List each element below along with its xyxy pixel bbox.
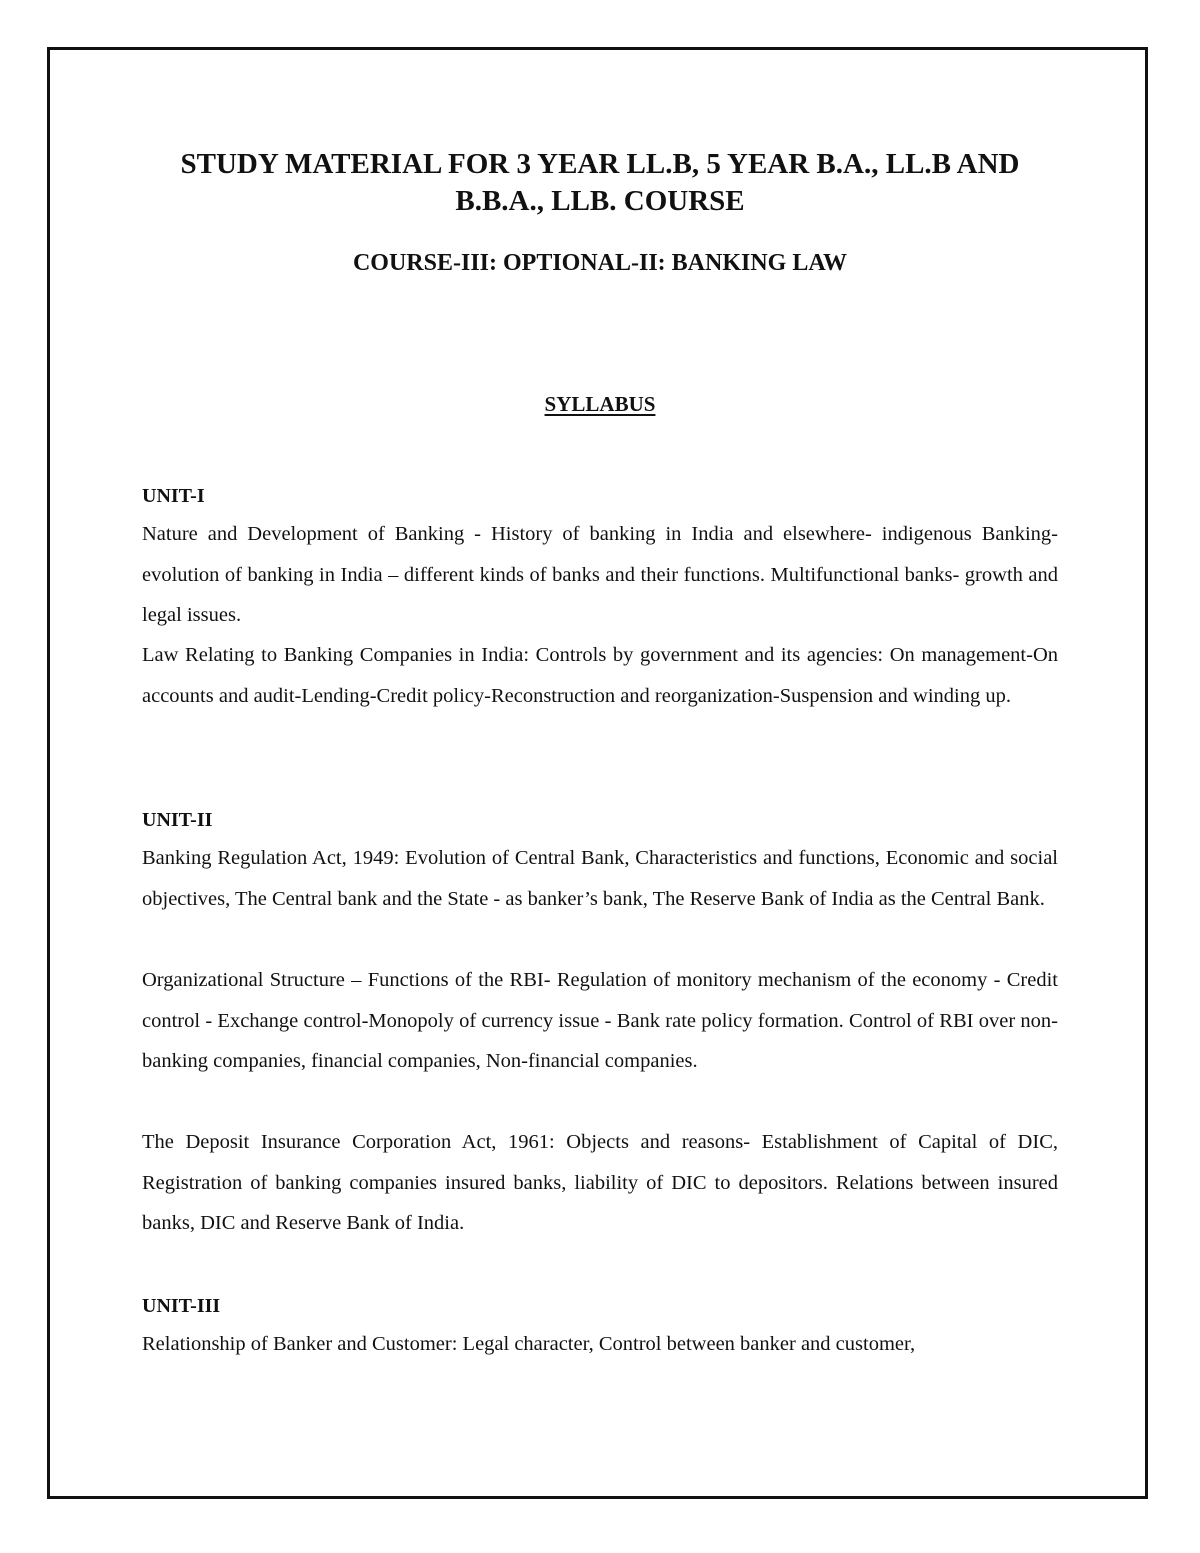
document-title — [100, 146, 1100, 220]
unit-heading-2: UNIT-II — [142, 809, 213, 831]
unit-2-paragraph-1: Banking Regulation Act, 1949: Evolution of Central Bank, Characteristics and functions, Economic and social objectives, The Central bank and the State - as banker’s bank, The Reserve Bank of India as the Central Bank. — [142, 847, 1058, 910]
syllabus-heading-text: SYLLABUS — [544, 392, 656, 416]
unit-3-paragraph-1: Relationship of Banker and Customer: Legal character, Control between banker and customer, — [142, 1333, 916, 1355]
document-title-line-2: B.B.A., LLB. COURSE — [455, 185, 745, 217]
unit-heading-1: UNIT-I — [142, 485, 205, 507]
unit-2-paragraph-3: The Deposit Insurance Corporation Act, 1961: Objects and reasons- Establishment of Capital of DIC, Registration of banking companies insured banks, liability of DIC to depositors. Relations between insured banks, DIC and Reserve Bank of India. — [142, 1131, 1058, 1234]
unit-1-paragraph-1: Nature and Development of Banking - History of banking in India and elsewhere- indigenous Banking-evolution of banking in India – different kinds of banks and their functions. Multifunctional banks- growth and legal issues. — [142, 523, 1058, 626]
course-title: COURSE-III: OPTIONAL-II: BANKING LAW — [352, 250, 848, 276]
syllabus-heading — [100, 391, 1100, 417]
unit-1-paragraph-2: Law Relating to Banking Companies in India: Controls by government and its agencies: On management-On accounts and audit-Lending-Credit policy-Reconstruction and reorganization-Suspension and winding up. — [142, 644, 1058, 707]
unit-heading-3: UNIT-III — [142, 1295, 221, 1317]
unit-2-paragraph-2: Organizational Structure – Functions of the RBI- Regulation of monitory mechanism of the economy - Credit control - Exchange control-Monopoly of currency issue - Bank rate policy formation. Control of RBI over non- banking companies, financial companies, Non-financial companies. — [142, 969, 1058, 1072]
document-title-line-1: STUDY MATERIAL FOR 3 YEAR LL.B, 5 YEAR B.A., LL.B AND — [180, 148, 1020, 180]
